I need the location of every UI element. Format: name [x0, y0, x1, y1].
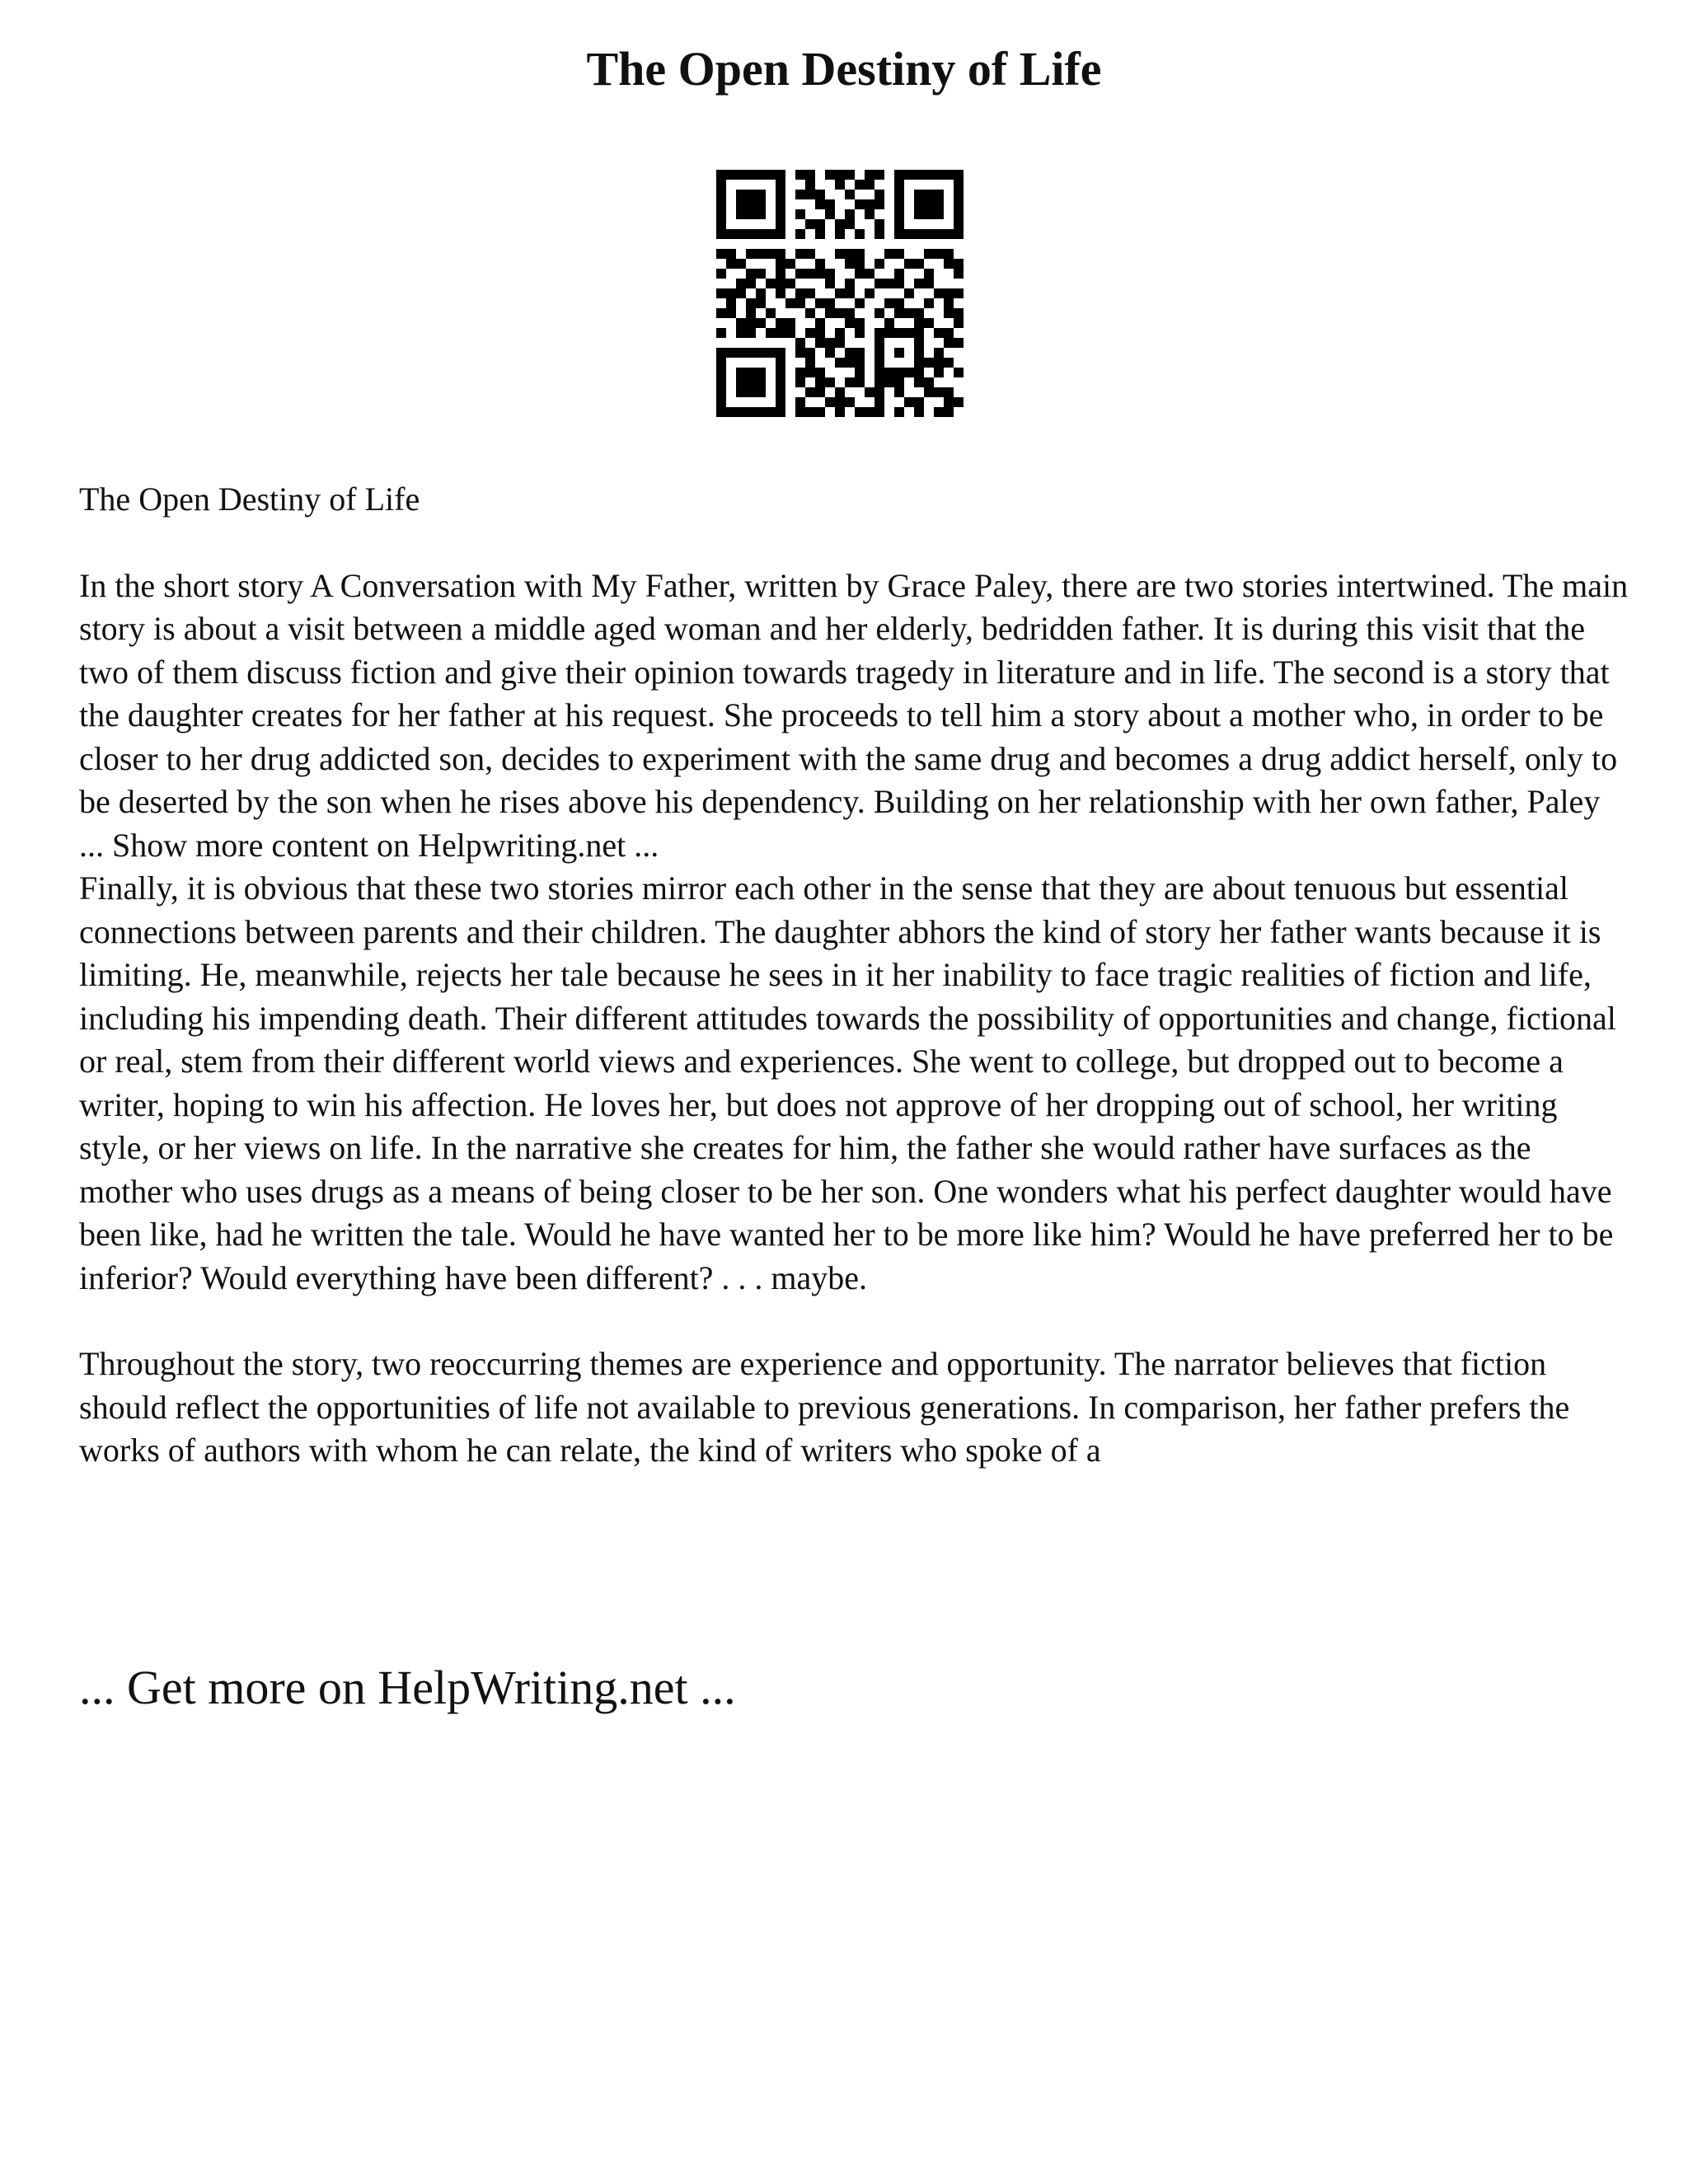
body-paragraph-3: Throughout the story, two reoccurring themes are experience and opportunity. The narrator believes that fiction should reflect the opportunities of life not available to previous generations. In comparison, her father prefers the works of authors with whom he can relate, the kind of writers who spoke of a	[79, 1345, 1570, 1469]
body-subtitle: The Open Destiny of Life	[79, 480, 420, 518]
document-body	[79, 478, 1629, 1473]
document-title: The Open Destiny of Life	[586, 42, 1102, 96]
body-paragraph-2: Finally, it is obvious that these two stories mirror each other in the sense that they are about tenuous but essential connections between parents and their children. The daughter abhors the kind of story her father wants because it is limiting. He, meanwhile, rejects her tale because he sees in it her inability to face tragic realities of fiction and life, including his impending death. Their different attitudes towards the possibility of opportunities and change, fictional or real, stem from their different world views and experiences. She went to college, but dropped out to become a writer, hoping to win his affection. He loves her, but does not approve of her dropping out of school, her writing style, or her views on life. In the narrative she creates for him, the father she would rather have surfaces as the mother who uses drugs as a means of being closer to be her son. One wonders what his perfect daughter would have been like, had he written the tale. Would he have wanted her to be more like him? Would he have preferred her to be inferior? Would everything have been different? . . . maybe.	[79, 869, 1616, 1296]
get-more-link[interactable]: ... Get more on HelpWriting.net ...	[79, 1661, 736, 1714]
paragraph-gap	[79, 522, 1629, 565]
paragraph-gap	[79, 1300, 1629, 1343]
qr-code-icon	[716, 170, 964, 417]
body-paragraph-1: In the short story A Conversation with My Father, written by Grace Paley, there are two stories intertwined. The main story is about a visit between a middle aged woman and her elderly, bedridden father. It is during this visit that the two of them discuss fiction and give their opinion towards tragedy in literature and in life. The second is a story that the daughter creates for her father at his request. She proceeds to tell him a story about a mother who, in order to be closer to her drug addicted son, decides to experiment with the same drug and becomes a drug addict herself, only to be deserted by the son when he rises above his dependency. Building on her relationship with her own father, Paley ... Show more content on Helpwriting.net ...	[79, 566, 1629, 864]
